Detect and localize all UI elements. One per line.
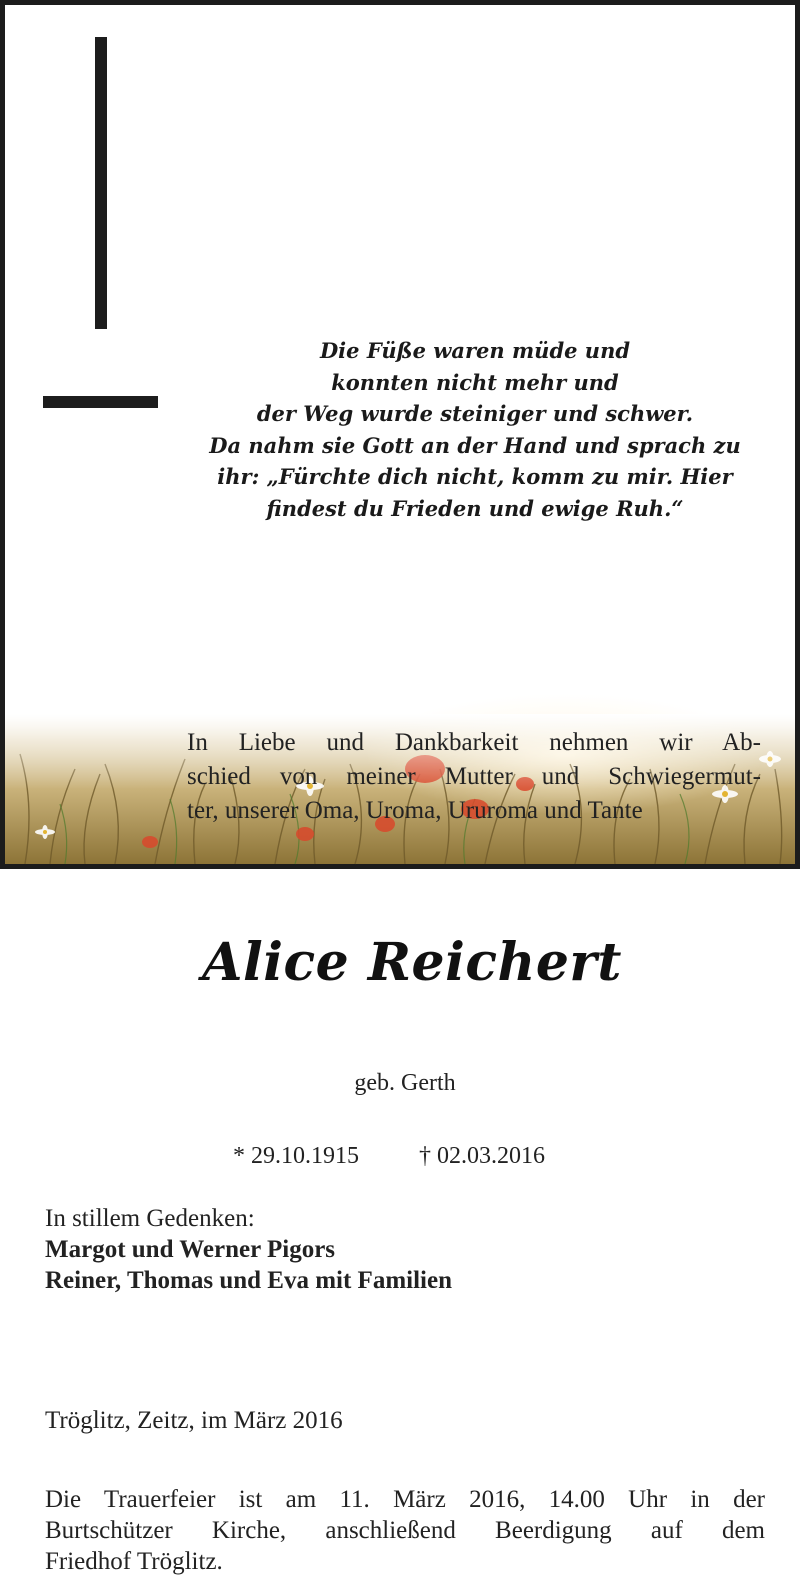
deceased-name: Alice Reichert — [202, 932, 622, 993]
intro-line: ter, unserer Oma, Uroma, Ururoma und Tante — [187, 797, 643, 824]
cross-symbol-horizontal — [43, 396, 158, 408]
mourners-block — [45, 1203, 765, 1296]
funeral-line: Burtschützer Kirche, anschließend Beerdigung auf dem — [45, 1517, 765, 1544]
funeral-line: Friedhof Tröglitz. — [45, 1548, 223, 1575]
funeral-info — [45, 1484, 765, 1577]
poem-line: Die Füße waren müde und — [319, 338, 631, 363]
intro-line: schied von meiner Mutter und Schwiegermut- — [187, 763, 761, 790]
birth-name: geb. Gerth — [354, 1070, 456, 1096]
poem-line: konnten nicht mehr und — [331, 369, 619, 395]
poem-line: der Weg wurde steiniger und schwer. — [256, 401, 694, 426]
poem-verse — [175, 335, 775, 524]
poem-line: ihr: „Fürchte dich nicht, komm zu mir. Hier — [217, 464, 733, 489]
funeral-line: Die Trauerfeier ist am 11. März 2016, 14.00 Uhr in der — [45, 1486, 765, 1513]
birth-date: * 29.10.1915 — [233, 1143, 359, 1169]
mourners-heading: In stillem Gedenken: — [45, 1205, 255, 1232]
place-date — [45, 1405, 765, 1436]
mourner-line: Reiner, Thomas und Eva mit Familien — [45, 1267, 452, 1294]
cross-symbol-vertical — [95, 37, 107, 329]
place-date-text: Tröglitz, Zeitz, im März 2016 — [45, 1407, 343, 1434]
poem-line: findest du Frieden und ewige Ruh.“ — [266, 495, 684, 521]
poem-line: Da nahm sie Gott an der Hand und sprach zu — [209, 432, 741, 458]
intro-line: In Liebe und Dankbarkeit nehmen wir Ab- — [187, 729, 761, 756]
death-date: † 02.03.2016 — [419, 1143, 545, 1169]
intro-text — [187, 726, 761, 828]
mourner-line: Margot und Werner Pigors — [45, 1236, 336, 1263]
